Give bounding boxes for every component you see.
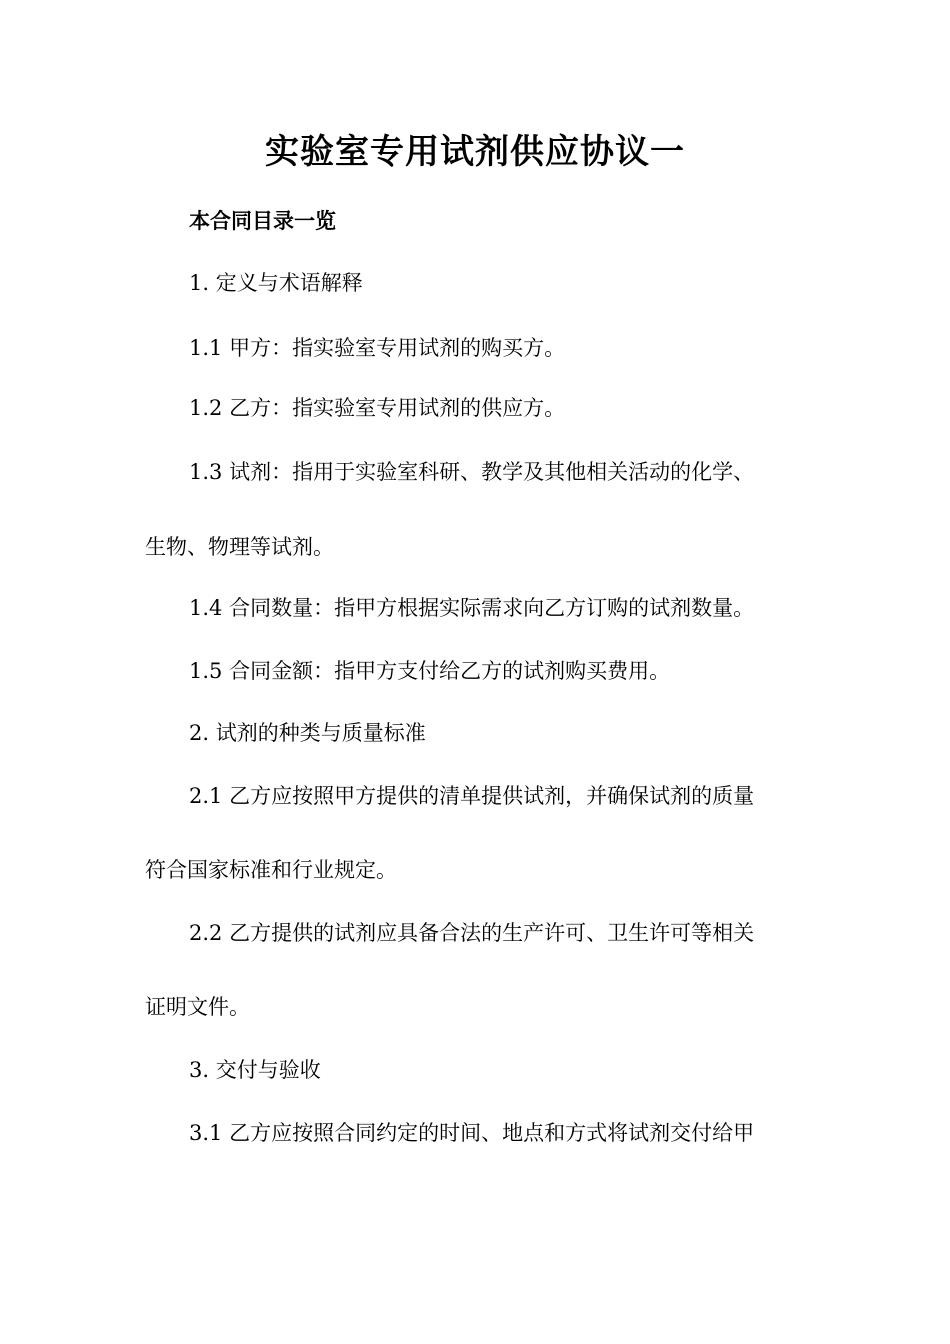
clause-3-1-line-1: 3.1 乙方应按照合同约定的时间、地点和方式将试剂交付给甲: [189, 1121, 755, 1145]
clause-2-2-line-1: 2.2 乙方提供的试剂应具备合法的生产许可、卫生许可等相关: [189, 921, 755, 945]
clause-1-3-line-1: 1.3 试剂：指用于实验室科研、教学及其他相关活动的化学、: [189, 460, 755, 484]
clause-1-4: 1.4 合同数量：指甲方根据实际需求向乙方订购的试剂数量。: [189, 596, 755, 620]
clause-2-1-line-2: 符合国家标准和行业规定。: [145, 858, 397, 882]
section-1-heading: 1. 定义与术语解释: [189, 271, 363, 295]
section-2-heading: 2. 试剂的种类与质量标准: [189, 721, 426, 745]
section-3-heading: 3. 交付与验收: [189, 1058, 321, 1082]
clause-1-1: 1.1 甲方：指实验室专用试剂的购买方。: [189, 336, 566, 360]
clause-1-2: 1.2 乙方：指实验室专用试剂的供应方。: [189, 396, 566, 420]
toc-heading: 本合同目录一览: [189, 209, 336, 233]
clause-1-3-line-2: 生物、物理等试剂。: [145, 535, 334, 559]
clause-1-5: 1.5 合同金额：指甲方支付给乙方的试剂购买费用。: [189, 659, 671, 683]
clause-2-1-line-1: 2.1 乙方应按照甲方提供的清单提供试剂，并确保试剂的质量: [189, 784, 755, 808]
clause-2-2-line-2: 证明文件。: [145, 995, 250, 1019]
document-title: 实验室专用试剂供应协议一: [265, 132, 685, 172]
